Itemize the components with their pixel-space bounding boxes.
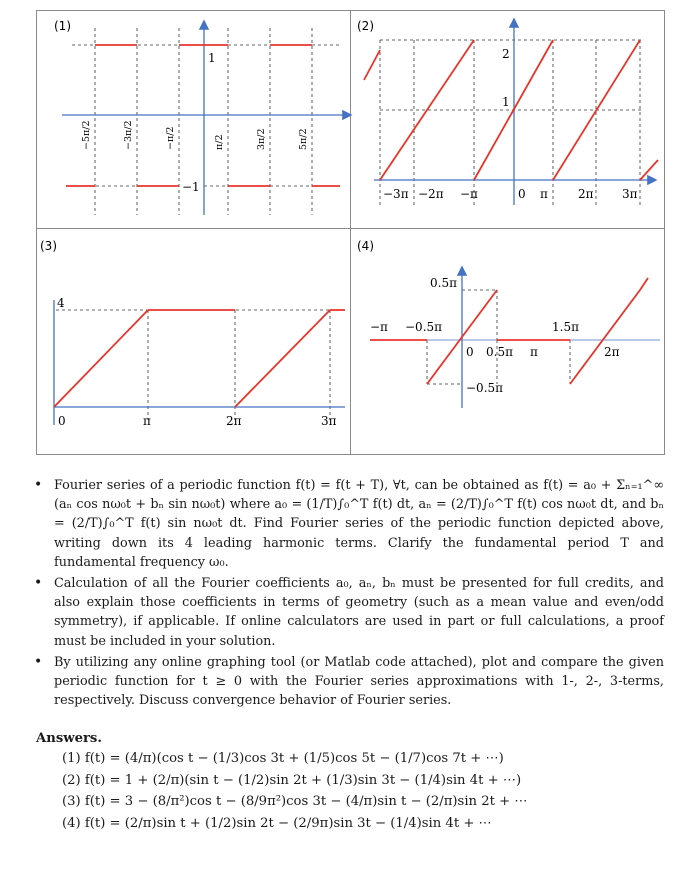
panel-4-top: 0.5π [430,276,457,290]
bullet-text: By utilizing any online graphing tool (or Matlab code attached), plot and compare the given periodic function for t ≥ 0 with the Fourier series approximations with 1-, 2-, 3-terms, respectively. Discuss convergence behavior of Fourier series. [54,654,664,709]
figure-line [364,50,380,80]
panel-2-val-2: 2 [502,47,510,61]
answer-row: (4) f(t) = (2/π)sin t + (1/2)sin 2t − (2/9π)sin 3t − (1/4)sin 4t + ⋯ [62,815,492,831]
panel-4-two-pi: 2π [604,345,620,359]
panel-3-tick: 3π [321,414,337,428]
panel-frame [36,10,665,455]
panel-1-tick: π/2 [214,134,225,150]
panel-3-tick: 0 [58,414,66,428]
figure-line [570,290,640,384]
answer-row: (2) f(t) = 1 + (2/π)(sin t − (1/2)sin 2t + (1/3)sin 3t − (1/4)sin 4t + ⋯) [62,772,522,788]
panel-2 [357,19,658,205]
panel-2-tick: 0 [518,187,526,201]
figure-line [640,278,648,290]
panel-3 [40,239,345,428]
panel-1-tick: −5π/2 [81,120,92,150]
panel-2-tick: π [540,187,548,201]
panel-1 [54,19,350,215]
panel-4 [357,239,660,408]
panel-3-val-4: 4 [57,296,65,310]
panel-4-neg-half: −0.5π [405,320,443,334]
panel-2-val-1: 1 [502,95,510,109]
panel-4-pi: π [530,345,538,359]
panel-1-tick: 5π/2 [298,128,309,150]
panel-4-neg-pi: −π [370,320,388,334]
panel-1-value-pos: 1 [208,51,216,65]
panel-3-tick: π [143,414,151,428]
answer-row: (3) f(t) = 3 − (8/π²)cos t − (8/9π²)cos 3t − (4/π)sin t − (2/π)sin 2t + ⋯ [62,794,528,809]
panel-2-tick: 2π [578,187,594,201]
panel-1-value-neg: −1 [182,180,200,194]
answer-row: (1) f(t) = (4/π)(cos t − (1/3)cos 3t + (1/5)cos 5t − (1/7)cos 7t + ⋯) [62,751,504,766]
bullet-icon: • [34,653,43,670]
panel-2-signal [364,40,658,180]
bullet-icon: • [34,477,43,493]
panel-3-tick: 2π [226,414,242,428]
panel-4-zero: 0 [466,345,474,359]
figure-line [640,160,658,180]
list-item [34,476,664,572]
panel-4-half: 0.5π [486,345,513,359]
answers-section [36,731,656,834]
panel-2-tick: −3π [383,187,409,201]
bullet-text: Fourier series of a periodic function f(t) = f(t + T), ∀t, can be obtained as f(t) = a₀ + Σₙ₌₁^∞ (aₙ cos nω₀t + bₙ sin nω₀t) where a₀ = (1/T)∫₀^T f(t) dt, aₙ = (2/T)∫₀^T f(t) cos nω₀t dt, and bₙ = (2/T)∫₀^T f(t) sin nω₀t dt. Find Fourier series of the periodic function depicted above, writing down its 4 leading harmonic terms. Clarify the fundamental period T and fundamental frequency ω₀. [54,478,664,570]
panel-1-tick: −3π/2 [123,120,134,150]
panel-1-tick: −π/2 [165,126,176,150]
panel-4-label: (4) [357,239,374,253]
panel-2-label: (2) [357,19,374,33]
panel-3-signal [54,310,345,407]
panel-2-tick: 3π [622,187,638,201]
panel-4-one-half: 1.5π [552,320,579,334]
panel-2-tick: −π [460,187,478,201]
panel-1-tick: 3π/2 [256,128,267,150]
figure-line [235,310,330,407]
list-item [34,574,664,651]
panel-3-label: (3) [40,239,57,253]
instruction-list [34,476,664,712]
bullet-text: Calculation of all the Fourier coefficients a₀, aₙ, bₙ must be presented for full credits, and also explain those coefficients in terms of geometry (such as a mean value and even/odd symmetry), if applicable. If online calculators are used in part or full calculations, a proof must be included in your solution. [54,576,664,649]
list-item [34,653,664,711]
figure-line [54,310,148,407]
panel-1-label: (1) [54,19,71,33]
panel-2-tick: −2π [418,187,444,201]
panel-4-bottom: −0.5π [466,381,504,395]
bullet-icon: • [34,575,43,592]
answers-title: Answers. [36,731,102,746]
